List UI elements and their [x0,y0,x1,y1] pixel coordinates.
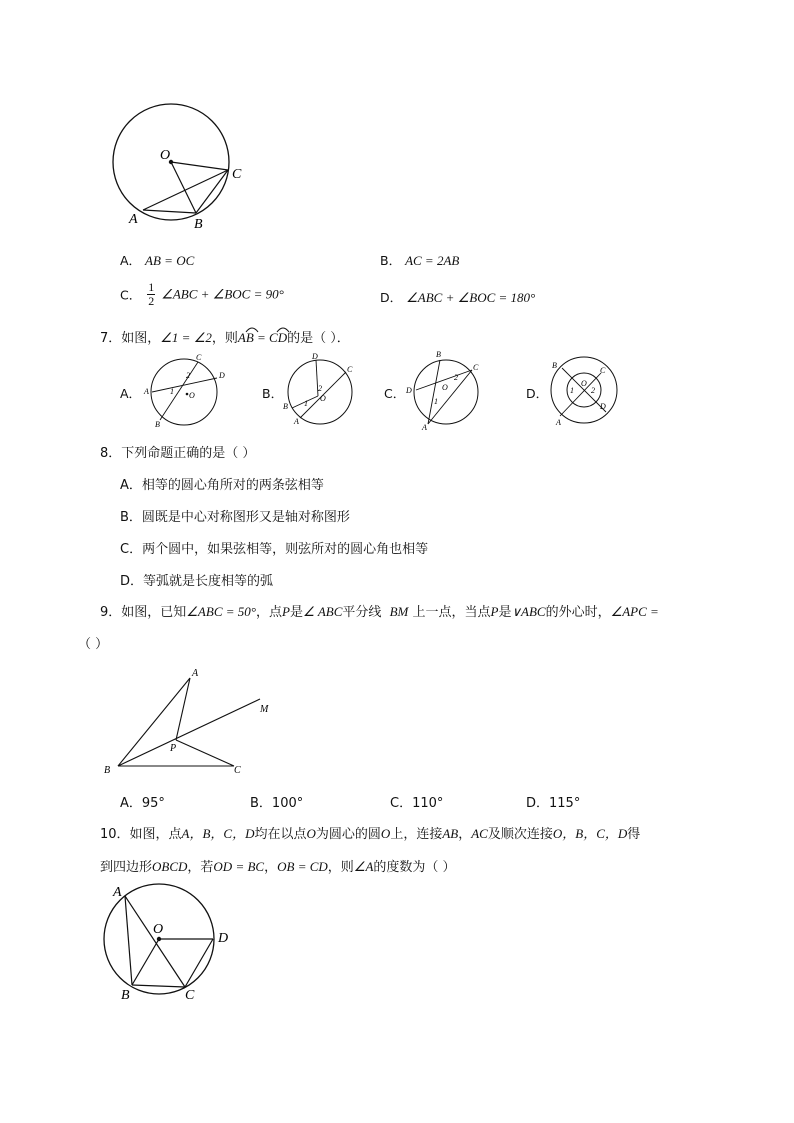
option-letter: B． [380,253,402,268]
text: 得 [627,827,641,842]
q7-figure-a [140,350,230,430]
text: 上，连接 [390,827,443,842]
label-b: B [155,420,160,429]
text: ， [264,860,278,875]
math: OBCD [152,859,188,874]
label-o: O [320,394,326,403]
label-c: C [600,366,606,375]
label-2: 2 [591,386,595,395]
q6-option-a[interactable] [120,251,194,269]
label-b: B [436,350,441,359]
q6-label-c: C [232,167,242,182]
q8-stem: 8．下列命题正确的是（ ） [100,446,256,461]
q7-figure-d [544,350,624,430]
math: P [490,604,499,619]
q6-label-b: B [194,217,203,232]
q7-option-c[interactable]: C． [384,386,406,401]
q9-stem-line1 [100,601,659,620]
text: ，若 [187,860,214,875]
math: P [281,604,290,619]
text: 是 [498,605,512,620]
q7-option-a[interactable]: A． [120,386,142,401]
label-a: A [556,418,561,427]
label-c: C [196,353,202,362]
q9-option-c[interactable]: C．110° [390,796,444,811]
fraction [147,281,155,308]
math: ∨ABC [511,604,546,619]
label-2: 2 [318,384,322,393]
label-d: D [218,931,229,946]
text: ，则 [327,860,354,875]
text: 到四边形 [100,860,153,875]
math: A，B，C，D [181,826,255,841]
math: ∠A [353,859,374,874]
q10-figure [98,880,248,1008]
label-a: A [294,417,299,426]
label-1: 1 [434,397,438,406]
math: ∠ ABC [302,604,343,619]
label-p: P [170,743,177,754]
text: 均在以点 [254,827,307,842]
text: 的度数为（ ） [373,860,456,875]
q10-stem-line2 [100,856,456,875]
label-1: 1 [570,386,574,395]
math: AC [471,826,488,841]
q6-label-a: A [129,212,138,227]
q7-prefix: 7．如图， [100,331,161,346]
label-c: C [234,765,241,776]
option-text: AB = OC [145,253,195,268]
q8-option-c[interactable]: C．两个圆中，如果弦相等，则弦所对的圆心角也相等 [120,542,429,557]
math: ∠ABC = 50° [186,604,256,619]
math: O [380,826,391,841]
q9-figure [100,662,290,782]
text: ，点 [255,605,282,620]
label-b: B [104,765,111,776]
q7-arc-expr: AB = CD [237,330,288,345]
q7-angle-expr: ∠1 = ∠2 [160,330,212,345]
q6-option-c[interactable] [120,281,284,308]
q9-option-d[interactable]: D．115° [526,796,581,811]
option-text: ∠ABC + ∠BOC = 90° [161,286,284,302]
q10-stem-line1 [100,823,640,842]
math: O，B，C，D [552,826,628,841]
q7-suffix: 的是（ ）． [287,331,350,346]
text: 为圆心的圆 [315,827,381,842]
label-b: B [283,402,288,411]
math: AB [442,826,459,841]
math: OB = CD [277,859,328,874]
text: 是 [289,605,303,620]
q6-option-b[interactable] [380,251,459,269]
label-a: A [113,885,122,900]
q6-figure [100,90,260,240]
q7-figure-c [402,348,492,432]
math: O [306,826,316,841]
q6-label-o: O [160,148,171,163]
q7-mid: ，则 [211,331,238,346]
label-a: A [144,387,149,396]
math: BM [389,604,409,619]
text: 及顺次连接 [487,827,553,842]
label-c: C [185,988,195,1003]
math: OD = BC [213,859,265,874]
arc-marks [244,322,294,334]
label-o: O [442,383,448,392]
label-d: D [600,402,606,411]
q7-figure-b [280,350,370,430]
text: 9．如图，已知 [100,605,187,620]
label-d: D [312,352,318,361]
option-letter: D． [380,290,403,305]
option-letter: A． [120,253,142,268]
option-text: AC = 2AB [405,253,460,268]
label-o: O [581,379,587,388]
label-2: 2 [186,371,190,380]
q8-option-a[interactable]: A．相等的圆心角所对的两条弦相等 [120,478,324,493]
text: 10．如图，点 [100,827,182,842]
option-text: ∠ABC + ∠BOC = 180° [406,290,536,305]
text: 上一点，当点 [412,605,491,620]
q6-option-d[interactable] [380,288,535,306]
q8-option-d[interactable]: D．等弧就是长度相等的弧 [120,574,274,589]
label-a: A [422,423,427,432]
q9-option-b[interactable]: B．100° [250,796,304,811]
q7-stem [100,327,350,346]
q8-option-b[interactable]: B．圆既是中心对称图形又是轴对称图形 [120,510,350,525]
q9-stem-line2: （ ） [78,637,109,652]
label-o: O [189,391,195,400]
text: 平分线 [342,605,382,620]
label-c: C [473,363,479,372]
fraction-numerator: 1 [148,280,155,294]
option-letter: C． [120,287,142,303]
q7-option-b[interactable]: B． [262,386,284,401]
label-1: 1 [170,387,174,396]
label-b: B [121,988,130,1003]
label-2: 2 [454,373,458,382]
label-d: D [219,371,225,380]
text: ， [458,827,472,842]
label-m: M [260,704,269,715]
label-1: 1 [304,399,308,408]
text: 的外心时， [545,605,611,620]
q7-option-d[interactable]: D． [526,386,549,401]
label-b: B [552,361,557,370]
label-d: D [406,386,412,395]
label-a: A [192,668,199,679]
q9-option-a[interactable]: A．95° [120,796,165,811]
math: ∠APC = [610,604,659,619]
label-c: C [347,365,353,374]
fraction-denominator: 2 [148,294,155,308]
label-o: O [153,922,164,937]
